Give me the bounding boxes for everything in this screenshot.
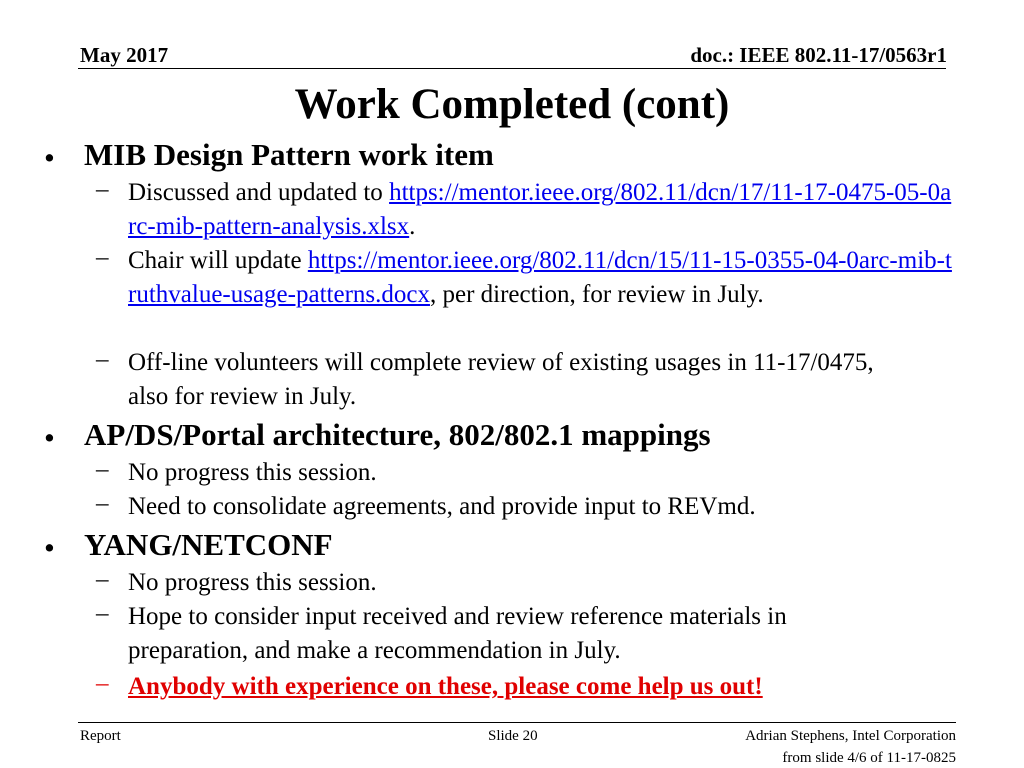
sub-dash: –: [96, 346, 109, 373]
sub-item-discussed: Discussed and updated to https://mentor.ieee.org/802.11/dcn/17/11-17-0475-05-0arc-mib-pattern-analysis.xlsx.: [128, 179, 952, 240]
sub-item-consolidate: Need to consolidate agreements, and provide input to REVmd.: [128, 493, 756, 520]
sub-item-chair-update: Chair will update https://mentor.ieee.org/802.11/dcn/15/11-15-0355-04-0arc-mib-truthvalue-usage-patterns.docx, per direction, for review in July.: [128, 247, 952, 308]
footer-source: from slide 4/6 of 11-17-0825: [782, 750, 956, 766]
slide-title: Work Completed (cont): [294, 81, 730, 128]
sub-dash: –: [96, 600, 109, 627]
footer-slide-number: Slide 20: [488, 728, 538, 744]
sub-dash: –: [96, 490, 109, 517]
bullet-dot: •: [44, 140, 55, 175]
sub-item-no-progress-2: No progress this session.: [128, 569, 377, 596]
bullet-dot: •: [44, 530, 55, 565]
header-rule: [78, 68, 946, 69]
sub-dash: –: [96, 670, 109, 697]
footer-rule: [78, 722, 956, 723]
sub-dash: –: [96, 244, 109, 271]
bullet-ap-ds-portal: AP/DS/Portal architecture, 802/802.1 mappings: [84, 417, 711, 452]
sub-item-hope-consider: Hope to consider input received and review reference materials in preparation, and make a recommendation in July.: [128, 603, 787, 664]
link-truthvalue-usage[interactable]: https://mentor.ieee.org/802.11/dcn/15/11-15-0355-04-0arc-mib-truthvalue-usage-patterns.docx: [128, 247, 952, 308]
footer-author: Adrian Stephens, Intel Corporation: [745, 728, 956, 744]
bullet-dot: •: [44, 420, 55, 455]
sub-dash: –: [96, 566, 109, 593]
link-mib-pattern-analysis[interactable]: https://mentor.ieee.org/802.11/dcn/17/11-17-0475-05-0arc-mib-pattern-analysis.xlsx: [128, 179, 952, 240]
sub-item-no-progress-1: No progress this session.: [128, 459, 377, 486]
sub-item-call-for-help: Anybody with experience on these, please come help us out!: [128, 673, 763, 700]
header-date: May 2017: [80, 43, 169, 67]
bullet-yang-netconf: YANG/NETCONF: [84, 527, 333, 562]
sub-item-offline-volunteers: Off-line volunteers will complete review of existing usages in 11-17/0475, also for review in July.: [128, 349, 874, 410]
sub-dash: –: [96, 456, 109, 483]
footer-left: Report: [80, 728, 121, 744]
bullet-mib-design: MIB Design Pattern work item: [84, 137, 494, 172]
sub-dash: –: [96, 176, 109, 203]
header-doc-id: doc.: IEEE 802.11-17/0563r1: [690, 43, 947, 67]
